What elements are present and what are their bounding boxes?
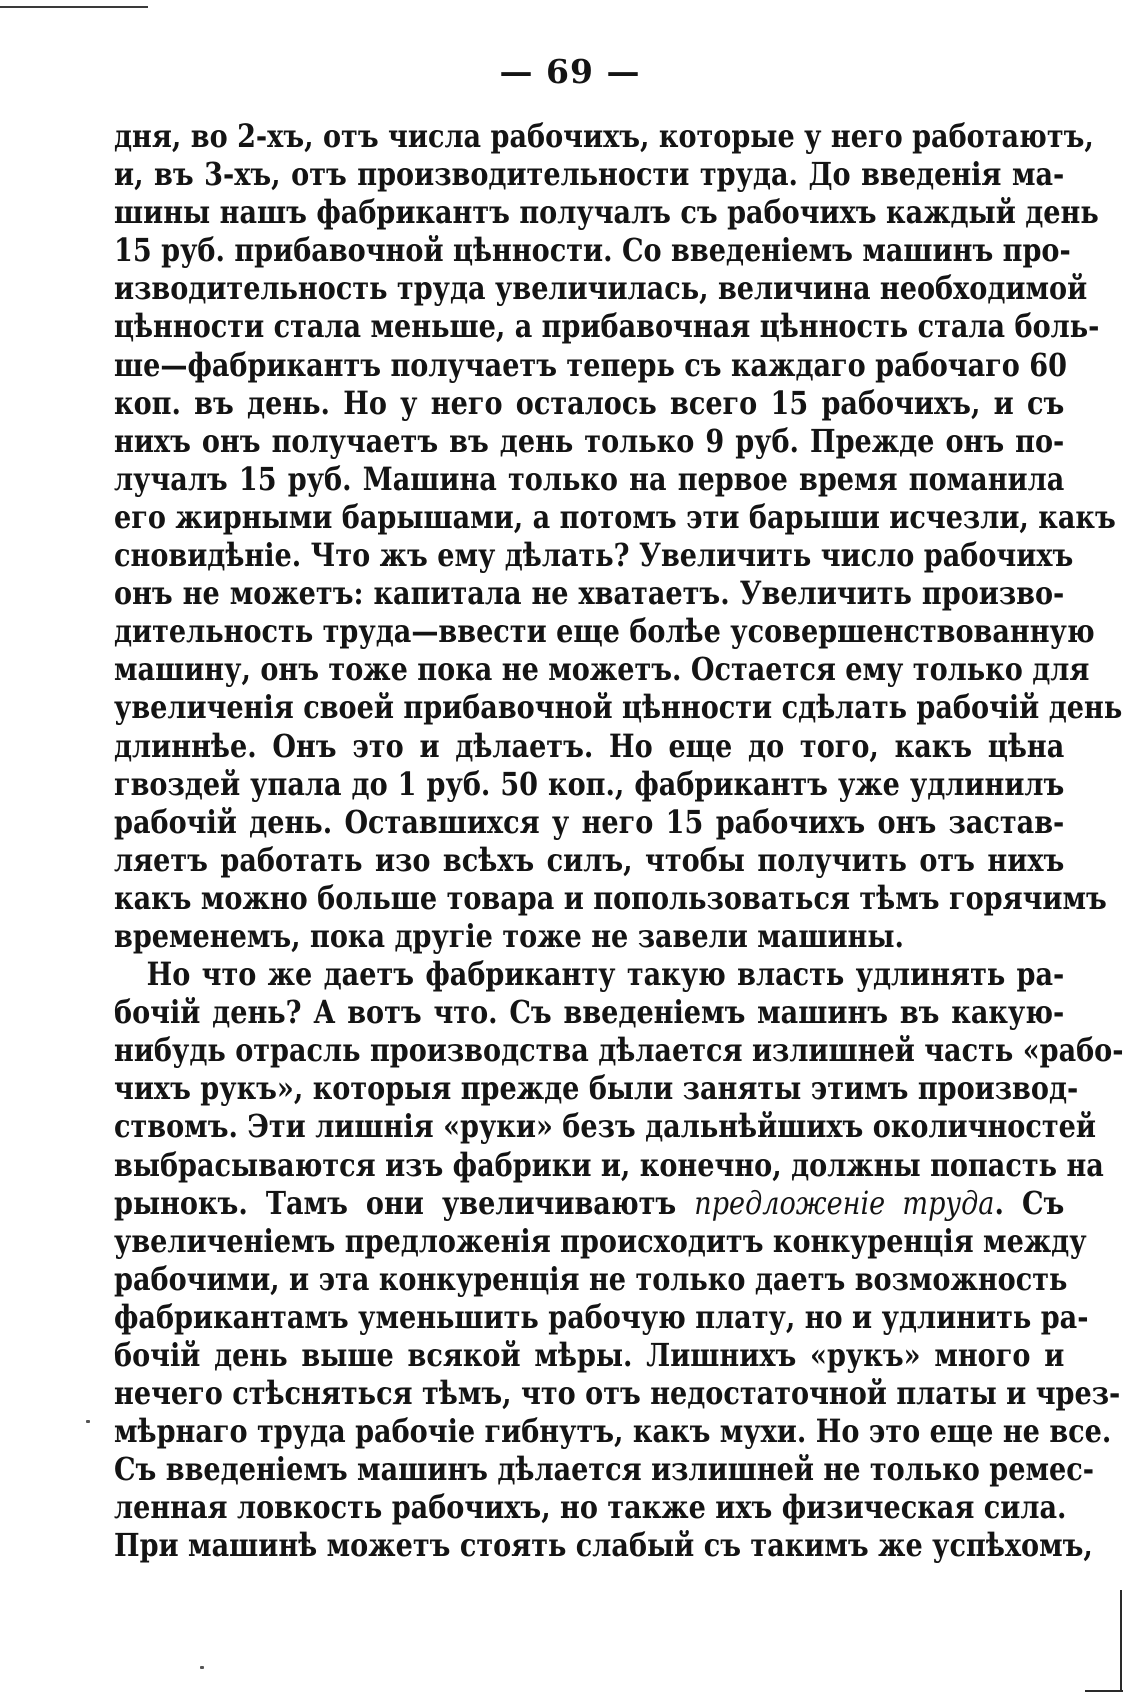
text-line: машину, онъ тоже пока не можетъ. Остается ему только для bbox=[114, 651, 1090, 689]
text-line: чихъ рукъ», которыя прежде были заняты этимъ производ- bbox=[114, 1070, 1079, 1108]
text-line: онъ не можетъ: капитала не хватаетъ. Увеличить произво- bbox=[114, 575, 1065, 613]
text-line: сновидѣніе. Что жъ ему дѣлать? Увеличить число рабочихъ bbox=[114, 537, 1074, 575]
emphasized-phrase: предложеніе труда bbox=[694, 1185, 995, 1222]
top-edge-rule bbox=[0, 6, 148, 8]
text-line-with-emphasis bbox=[114, 1185, 1064, 1223]
text-line: фабрикантамъ уменьшить рабочую плату, но и удлинить ра- bbox=[114, 1298, 1089, 1336]
text-segment: рынокъ. Тамъ они увеличиваютъ bbox=[114, 1184, 695, 1222]
text-line: дня, во 2-хъ, отъ числа рабочихъ, которые у него работаютъ, bbox=[114, 118, 1094, 155]
text-segment: . Съ bbox=[994, 1184, 1065, 1222]
text-line: гвоздей упала до 1 руб. 50 коп., фабрикантъ уже удлинилъ bbox=[114, 765, 1065, 803]
text-line: рабочій день. Оставшихся у него 15 рабочихъ онъ застав- bbox=[114, 803, 1065, 841]
text-line: и, въ 3-хъ, отъ производительности труда. До введенія ма- bbox=[114, 156, 1065, 194]
print-speck bbox=[86, 1420, 90, 1423]
text-line: временемъ, пока другіе тоже не завели машины. bbox=[114, 917, 904, 955]
text-line: лучалъ 15 руб. Машина только на первое время поманила bbox=[114, 460, 1065, 498]
text-line: ше—фабрикантъ получаетъ теперь съ каждаго рабочаго 60 bbox=[114, 346, 1067, 384]
text-line: какъ можно больше товара и попользоваться тѣмъ горячимъ bbox=[114, 879, 1107, 917]
text-line: увеличеніемъ предложенія происходитъ конкуренція между bbox=[114, 1222, 1087, 1260]
text-line: дительность труда—ввести еще болѣе усовершенствованную bbox=[114, 613, 1095, 651]
text-line: нечего стѣсняться тѣмъ, что отъ недостаточной платы и чрез- bbox=[114, 1375, 1121, 1413]
page-number: — 69 — bbox=[499, 52, 641, 91]
text-line: выбрасываются изъ фабрики и, конечно, должны попасть на bbox=[114, 1146, 1104, 1184]
paragraph-2 bbox=[114, 956, 1124, 1566]
text-line: цѣнности стала меньше, а прибавочная цѣнность стала боль- bbox=[114, 308, 1100, 346]
text-line: мѣрнаго труда рабочіе гибнутъ, какъ мухи. Но это еще не все. bbox=[114, 1413, 1112, 1451]
text-line: его жирными барышами, а потомъ эти барыши исчезли, какъ bbox=[114, 498, 1116, 536]
text-line: ленная ловкость рабочихъ, но также ихъ физическая сила. bbox=[114, 1489, 1067, 1527]
text-line: длиннѣе. Онъ это и дѣлаетъ. Но еще до того, какъ цѣна bbox=[114, 727, 1065, 765]
text-line: шины нашъ фабрикантъ получалъ съ рабочихъ каждый день bbox=[114, 194, 1099, 232]
paragraph-1 bbox=[114, 118, 1123, 956]
bottom-edge-rule bbox=[1085, 1690, 1123, 1692]
text-line: 15 руб. прибавочной цѣнности. Со введеніемъ машинъ про- bbox=[114, 232, 1071, 270]
print-speck bbox=[200, 1666, 204, 1669]
text-line: изводительность труда увеличилась, величина необходимой bbox=[114, 270, 1088, 308]
right-edge-rule bbox=[1120, 1590, 1122, 1690]
body-text bbox=[114, 118, 1124, 1566]
text-line: При машинѣ можетъ стоять слабый съ такимъ же успѣхомъ, bbox=[114, 1527, 1093, 1565]
text-line: увеличенія своей прибавочной цѣнности сдѣлать рабочій день bbox=[114, 689, 1123, 727]
text-line: бочій день? А вотъ что. Съ введеніемъ машинъ въ какую- bbox=[114, 994, 1065, 1032]
text-line: нихъ онъ получаетъ въ день только 9 руб. Прежде онъ по- bbox=[114, 422, 1065, 460]
text-line: ляетъ работать изо всѣхъ силъ, чтобы получить отъ нихъ bbox=[114, 841, 1065, 879]
text-line: рабочими, и эта конкуренція не только даетъ возможность bbox=[114, 1260, 1068, 1298]
text-line: нибудь отрасль производства дѣлается излишней часть «рабо- bbox=[114, 1032, 1124, 1070]
text-line: Но что же даетъ фабриканту такую власть удлинять ра- bbox=[146, 956, 1065, 994]
text-line: коп. въ день. Но у него осталось всего 15 рабочихъ, и съ bbox=[114, 384, 1065, 422]
text-line: Съ введеніемъ машинъ дѣлается излишней не только ремес- bbox=[114, 1451, 1094, 1489]
text-line: бочій день выше всякой мѣры. Лишнихъ «рукъ» много и bbox=[114, 1337, 1065, 1374]
text-line: ствомъ. Эти лишнія «руки» безъ дальнѣйшихъ околичностей bbox=[114, 1108, 1096, 1146]
